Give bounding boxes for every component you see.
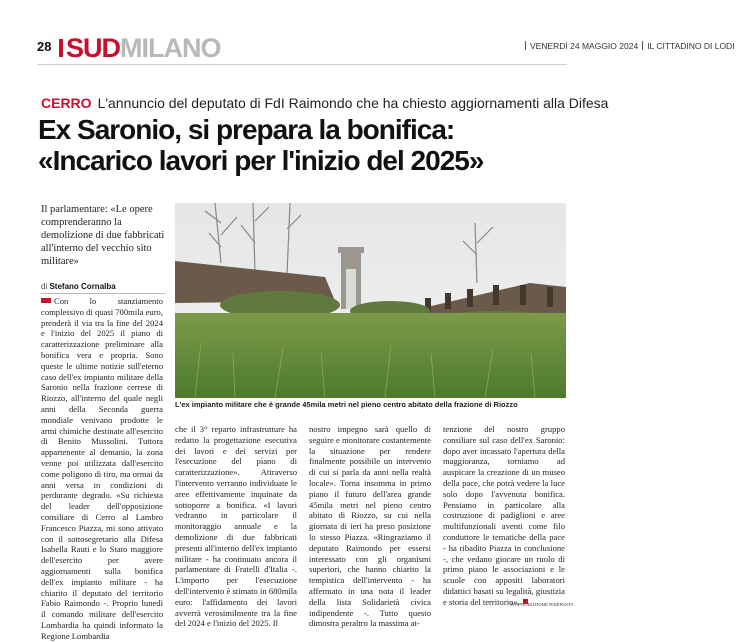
byline-divider — [41, 293, 165, 294]
headline-line-2: «Incarico lavori per l'inizio del 2025» — [38, 145, 484, 176]
byline-author: Stefano Cornalba — [49, 282, 116, 291]
header-meta — [521, 41, 735, 51]
headline — [38, 114, 483, 176]
body-column-2: che il 3° reparto infrastrutture ha redatto la progettazione esecutiva dei lavori e dei servizi per l'esecuzione del piano di caratterizzazione». Attraverso l'intervento verranno individuate le aree effettivamente inquinate da sottoporre a bonifica. «I lavori vedranno in particolare il monitoraggio annuale e la demolizione di due fabbricati presenti all'interno dell'ex impianto militare - ha continuato ancora il parlamentare di Fratelli d'Italia -. L'importo per l'esecuzione dell'intervento è stimato in 680mila euro: l'affidamento dei lavori avverrà verosimilmente tra la fine del 2024 e l'inizio del 2025. Il — [175, 424, 297, 629]
paragraph-marker — [41, 298, 51, 303]
kicker — [41, 95, 608, 111]
header-divider — [37, 64, 567, 65]
publication-name: IL CITTADINO DI LODI — [647, 41, 735, 51]
body-text-col4: tenzione del nostro gruppo consiliare sul caso dell'ex Saronio: dopo aver incassato l'apertura della maggioranza, torniamo ad auspicare la creazione di un museo della pace, che potrà vedere la luce solo dopo l'avvenuta bonifica. Pensiamo in particolare alla costruzione di padiglioni e aree multifunzionali aventi come filo conduttore le tematiche della pace - ha ribadito Piazza in conclusione -, che vedano giocare un ruolo di primo piano le associazioni e le scuole con appositi laboratori didattici basati su legalità, giustizia e storia del territorio». — [443, 424, 565, 607]
byline-prefix: di — [41, 282, 48, 291]
issue-date: VENERDÌ 24 MAGGIO 2024 — [530, 41, 639, 51]
article-photo — [175, 203, 566, 398]
headline-line-1: Ex Saronio, si prepara la bonifica: — [38, 114, 455, 145]
masthead — [66, 33, 221, 63]
masthead-milano: MILANO — [120, 33, 221, 63]
body-column-3: nostro impegno sarà quello di seguire e monitorare costantemente la situazione per rendere finalmente possibile un intervento di cui si parla da anni nella realtà locale». Torna insomma in primo piano il futuro dell'area grande 45mila metri nel pieno centro abitato di Riozzo, su cui nella giornata di ieri ha preso posizione lo stesso Piazza. «Ringraziamo il deputato Raimondo per essersi interessato con gli organismi superiori, che hanno chiarito la tempistica dell'intervento - ha affermato in una nota il leader della lista Solidarietà civica indipendente -. Tutto questo dimostra peraltro la massima at- — [309, 424, 431, 629]
kicker-tag: CERRO — [41, 95, 92, 111]
masthead-sud: SUD — [66, 33, 121, 63]
byline — [41, 282, 116, 291]
page-number: 28 — [37, 39, 52, 54]
body-column-4 — [443, 424, 565, 608]
body-text-col1: Con lo stanziamento complessivo di quasi 700mila euro, prenderà il via tra la fine del 2024 e l'inizio del 2025 il piano di caratterizzazione preliminare alla bonifica vera e propria. Sono queste le ultime notizie sull'eterno caso dell'ex impianto militare della Saronio nella frazione cerrese di Riozzo, all'interno del quale negli anni della Seconda guerra mondiale venivano prodotte le armi chimiche destinate all'esercito di Benito Mussolini. Tuttora appartenente al demanio, la zona venne poi utilizzata dall'esercito come poligono di tiro, ma ormai da anni versa in condizioni di perdurante degrado. «Su richiesta del leader dell'opposizione consiliare di Cerro al Lambro Francesco Piazza, mi sono attivato con il sottosegretario alla Difesa Isabella Rauti e lo Stato maggiore dell'esercito per avere aggiornamenti sulla bonifica dell'ex impianto militare - ha chiarito il deputato del territorio Fabio Raimondo -. Proprio lunedì il comando militare dell'esercito Lombardia ha quindi informato la Regione Lombardia — [41, 296, 163, 641]
summary: Il parlamentare: «Le opere comprenderanno la demolizione di due fabbricati all'interno del vecchio sito militare» — [41, 204, 165, 267]
kicker-text: L'annuncio del deputato di FdI Raimondo che ha chiesto aggiornamenti alla Difesa — [97, 95, 609, 111]
photo-caption: L'ex impianto militare che è grande 45mila metri nel pieno centro abitato della frazione di Riozzo — [175, 400, 518, 409]
body-column-1 — [41, 296, 163, 642]
copyright-notice: ©RIPRODUZIONE RISERVATA — [510, 602, 574, 607]
masthead-accent-bar — [59, 39, 63, 57]
